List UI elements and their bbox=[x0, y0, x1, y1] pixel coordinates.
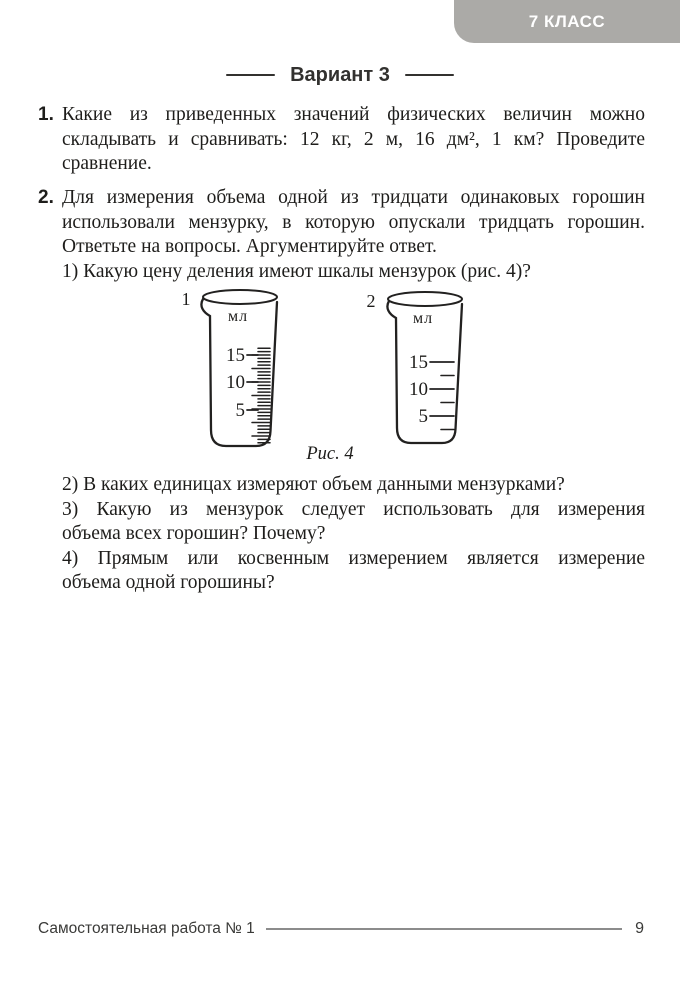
footer-rule bbox=[266, 928, 622, 930]
heading-right-dash bbox=[405, 74, 454, 76]
task-2-text bbox=[62, 186, 645, 284]
subquestion-line: 2) В каких единицах измеряют объем данными мензурками? bbox=[62, 474, 565, 495]
beaker-1-unit-label: мл bbox=[227, 308, 249, 325]
beaker-2-rim bbox=[388, 292, 462, 306]
page-number: 9 bbox=[635, 920, 644, 937]
beaker-1-scale-ticks bbox=[247, 348, 270, 443]
beaker-2-tick-label-10: 10 bbox=[409, 379, 428, 400]
task-2-line: использовали мензурку, в которую опускали тридцать горошин. bbox=[62, 211, 645, 233]
beaker-1-tick-label-15: 15 bbox=[226, 345, 245, 366]
task-2-line: Для измерения объема одной из тридцати одинаковых горошин bbox=[62, 187, 645, 208]
task-1-number: 1. bbox=[38, 104, 54, 125]
figure-caption: Рис. 4 bbox=[306, 444, 354, 464]
task-2-number: 2. bbox=[38, 187, 54, 208]
beaker-2-unit-label: мл bbox=[412, 310, 434, 327]
beaker-1-index-label: 1 bbox=[181, 289, 191, 309]
subquestion-line: объема всех горошин? Почему? bbox=[62, 523, 326, 545]
task-1-line: сравнение. bbox=[62, 153, 152, 175]
beaker-2-tick-label-15: 15 bbox=[409, 352, 428, 373]
beaker-1-tick-label-10: 10 bbox=[226, 372, 245, 393]
subquestion-line: 3) Какую из мензурок следует использовать для измерения bbox=[62, 498, 645, 520]
beaker-2-tick-label-5: 5 bbox=[418, 406, 428, 427]
subquestion-line: 4) Прямым или косвенным измерением является измерение bbox=[62, 547, 645, 569]
task-2-line: Ответьте на вопросы. Аргументируйте ответ. bbox=[62, 236, 437, 258]
task-2-subquestion-1: 1) Какую цену деления имеют шкалы мензурок (рис. 4)? bbox=[62, 260, 531, 282]
variant-title: Вариант 3 bbox=[290, 63, 390, 86]
task-1 bbox=[38, 103, 645, 177]
figure-beakers bbox=[170, 278, 490, 460]
subquestion-line: объема одной горошины? bbox=[62, 572, 275, 594]
task-1-line: складывать и сравнивать: 12 кг, 2 м, 16 дм², 1 км? Проведите bbox=[62, 128, 645, 150]
heading-left-dash bbox=[226, 74, 275, 76]
beaker-2-scale-ticks bbox=[430, 362, 454, 430]
footer-label: Самостоятельная работа № 1 bbox=[38, 920, 255, 937]
beaker-1-rim bbox=[203, 290, 277, 304]
variant-heading bbox=[0, 61, 680, 89]
grade-tab bbox=[454, 0, 680, 43]
grade-tab-label: 7 КЛАСС bbox=[528, 11, 606, 31]
task-2-subquestions bbox=[62, 473, 645, 596]
beaker-1-tick-label-5: 5 bbox=[235, 400, 245, 421]
task-2 bbox=[38, 186, 645, 284]
beaker-2-index-label: 2 bbox=[366, 291, 376, 311]
task-1-line: Какие из приведенных значений физических величин можно bbox=[62, 104, 645, 125]
page-footer bbox=[38, 917, 644, 941]
task-1-text bbox=[62, 103, 645, 177]
